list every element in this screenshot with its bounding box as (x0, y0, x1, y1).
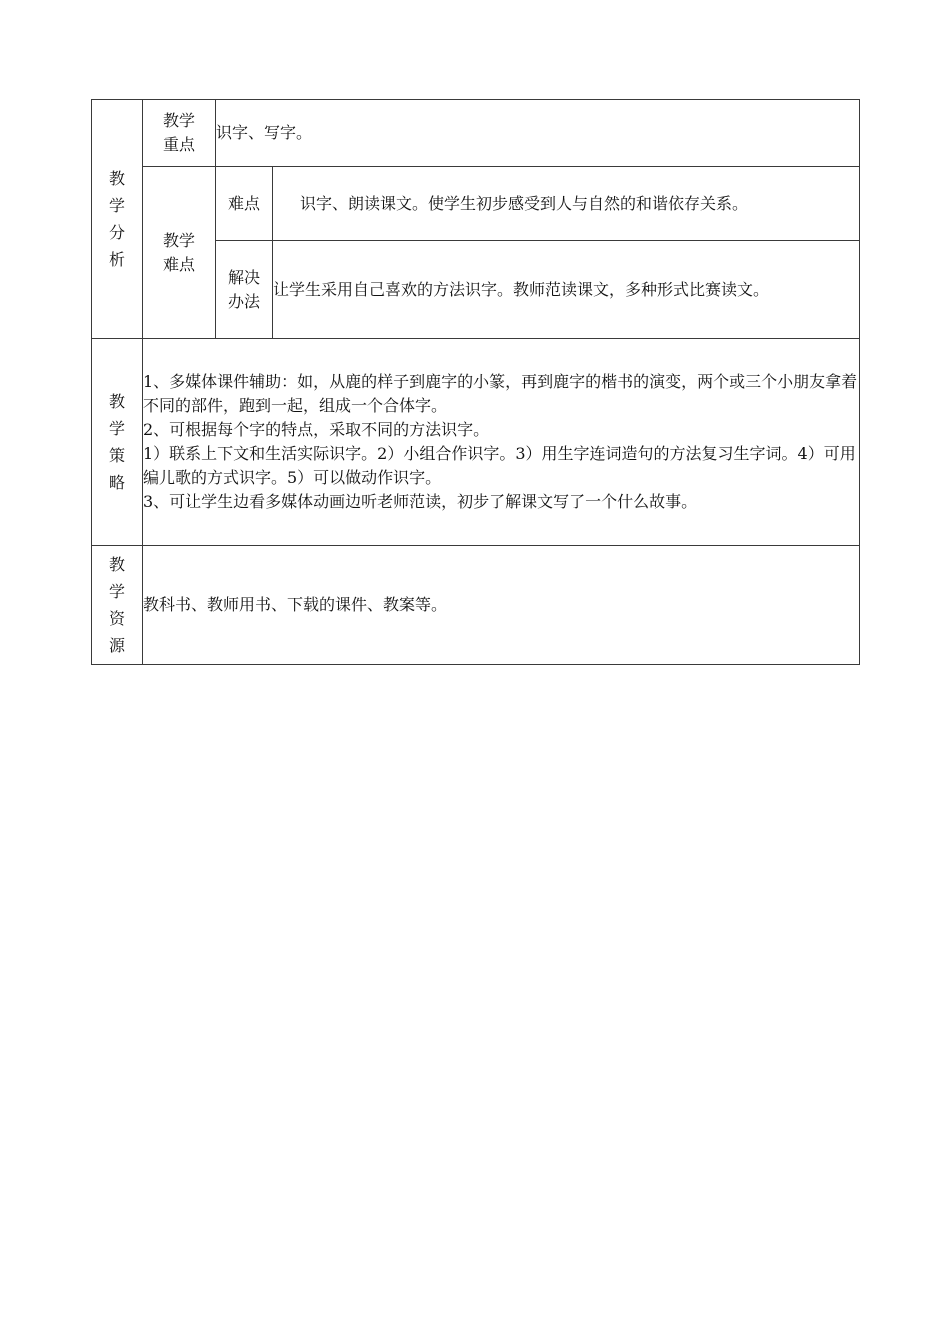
key-point-row (92, 100, 860, 167)
strategy-line: 1）联系上下文和生活实际识字。2）小组合作识字。3）用生字连词造句的方法复习生字词。4）可用编儿歌的方式识字。5）可以做动作识字。 (143, 444, 856, 487)
resources-row (92, 546, 860, 665)
strategy-row (92, 339, 860, 546)
strategy-section-label: 教 学 策 略 (92, 339, 143, 546)
resources-text: 教科书、教师用书、下载的课件、教案等。 (143, 546, 860, 665)
strategy-line: 3、可让学生边看多媒体动画边听老师范读，初步了解课文写了一个什么故事。 (143, 492, 698, 511)
solution-label: 解决 办法 (216, 241, 273, 339)
solution-text: 让学生采用自己喜欢的方法识字。教师范读课文，多种形式比赛读文。 (273, 241, 860, 339)
lesson-plan-table (91, 99, 860, 665)
strategy-line: 1、多媒体课件辅助：如，从鹿的样子到鹿字的小篆，再到鹿字的楷书的演变，两个或三个小朋友拿着不同的部件，跑到一起，组成一个合体字。 (143, 372, 858, 415)
resources-section-label: 教 学 资 源 (92, 546, 143, 665)
strategy-line: 2、可根据每个字的特点，采取不同的方法识字。 (143, 420, 490, 439)
difficulty-row (92, 167, 860, 241)
strategy-text (143, 339, 860, 546)
key-point-text: 识字、写字。 (216, 100, 860, 167)
difficult-point-text: 识字、朗读课文。使学生初步感受到人与自然的和谐依存关系。 (273, 167, 860, 241)
difficulty-label: 教学 难点 (143, 167, 216, 339)
key-point-label: 教学 重点 (143, 100, 216, 167)
analysis-section-label: 教 学 分 析 (92, 100, 143, 339)
difficult-point-label: 难点 (216, 167, 273, 241)
